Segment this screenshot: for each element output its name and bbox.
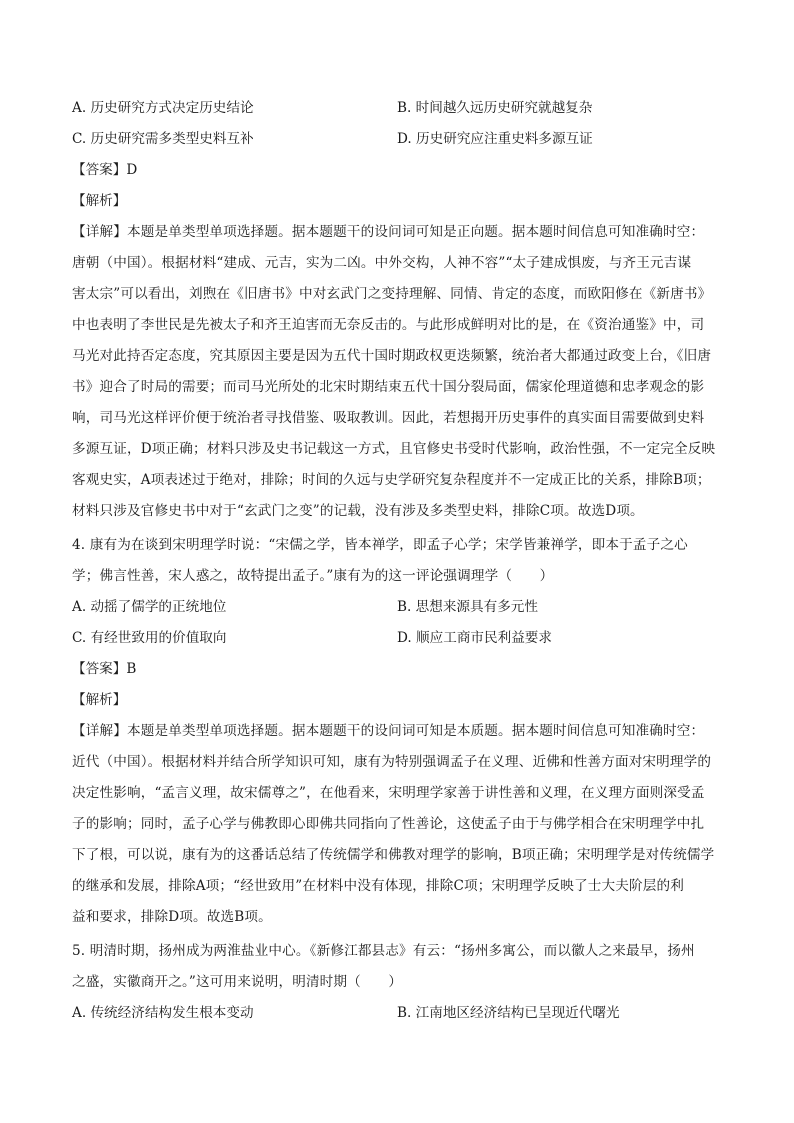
q3-option-c: C. 历史研究需多类型史料互补 [72,131,254,147]
q5-stem-line: 5. 明清时期，扬州成为两淮盐业中心。《新修江都县志》有云：“扬州多寓公，而以徽人之来最早，扬州 [72,943,695,959]
q3-explanation-line: 唐朝（中国）。根据材料“建成、元吉，实为二凶。中外交构，人神不容”“太子建成惧废，与齐王元吉谋 [72,255,692,271]
q3-explanation-line: 多源互证，D项正确；材料只涉及史书记载这一方式，且官修史书受时代影响，政治性强，不一定完全反映 [72,441,716,457]
q3-option-a: A. 历史研究方式决定历史结论 [72,100,254,116]
q3-option-b: B. 时间越久远历史研究就越复杂 [397,100,593,116]
q4-stem-line: 4. 康有为在谈到宋明理学时说：“宋儒之学，皆本禅学，即孟子心学；宋学皆兼禅学，即本于孟子之心 [72,537,688,553]
q4-explanation-line: 下了根，可以说，康有为的这番话总结了传统儒学和佛教对理学的影响，B项正确；宋明理学是对传统儒学 [72,847,715,863]
q3-analysis-label: 【解析】 [72,193,127,209]
q4-option-c: C. 有经世致用的价值取向 [72,630,227,646]
q4-explanation-line: 近代（中国）。根据材料并结合所学知识可知，康有为特别强调孟子在义理、近佛和性善方面对宋明理学的 [72,754,712,770]
q4-answer: 【答案】B [72,661,137,677]
q3-explanation-line: 客观史实，A项表述过于绝对，排除；时间的久远与史学研究复杂程度并不一定成正比的关系，排除B项； [72,472,711,488]
q4-option-b: B. 思想来源具有多元性 [397,599,538,615]
q4-analysis-label: 【解析】 [72,692,127,708]
q4-explanation-line: 的继承和发展，排除A项；“经世致用”在材料中没有体现，排除C项；宋明理学反映了士大夫阶层的利 [72,878,684,894]
q3-explanation-line: 响，司马光这样评价便于统治者寻找借鉴、吸取教训。因此，若想揭开历史事件的真实面目需要做到史料 [72,410,705,426]
q5-stem-line: 之盛，实徽商开之。”这可用来说明，明清时期（ ） [72,974,403,990]
q3-option-d: D. 历史研究应注重史料多源互证 [397,131,593,147]
q4-option-a: A. 动摇了儒学的正统地位 [72,599,227,615]
q3-explanation-line: 中也表明了李世民是先被太子和齐王迫害而无奈反击的。与此形成鲜明对比的是，在《资治通鉴》中，司 [72,317,705,333]
q4-explanation-line: 益和要求，排除D项。故选B项。 [72,909,272,925]
q3-explanation-line: 【详解】本题是单类型单项选择题。据本题题干的设问词可知是正向题。据本题时间信息可知准确时空： [72,224,705,240]
q3-explanation-line: 害太宗”可以看出，刘煦在《旧唐书》中对玄武门之变持理解、同情、肯定的态度，而欧阳修在《新唐书》 [72,286,712,302]
q4-option-d: D. 顺应工商市民利益要求 [397,630,552,646]
q4-explanation-line: 【详解】本题是单类型单项选择题。据本题题干的设问词可知是本质题。据本题时间信息可知准确时空： [72,723,705,739]
q4-explanation-line: 子的影响；同时，孟子心学与佛教即心即佛共同指向了性善论，这使孟子由于与佛学相合在宋明理学中扎 [72,816,705,832]
q5-option-a: A. 传统经济结构发生根本变动 [72,1005,254,1021]
q3-explanation-line: 材料只涉及官修史书中对于“玄武门之变”的记载，没有涉及多类型史料，排除C项。故选D项。 [72,503,644,519]
q3-explanation-line: 书》迎合了时局的需要；而司马光所处的北宋时期结束五代十国分裂局面，儒家伦理道德和忠孝观念的影 [72,379,705,395]
q5-option-b: B. 江南地区经济结构已呈现近代曙光 [397,1005,620,1021]
q4-stem-line: 学；佛言性善，宋人惑之，故特提出孟子。”康有为的这一评论强调理学（ ） [72,568,554,584]
q3-answer: 【答案】D [72,162,138,178]
q3-explanation-line: 马光对此持否定态度，究其原因主要是因为五代十国时期政权更迭频繁，统治者大都通过政变上台，《旧唐 [72,348,712,364]
q4-explanation-line: 决定性影响，“孟言义理，故宋儒尊之”，在他看来，宋明理学家善于讲性善和义理，在义理方面则深受孟 [72,785,705,801]
